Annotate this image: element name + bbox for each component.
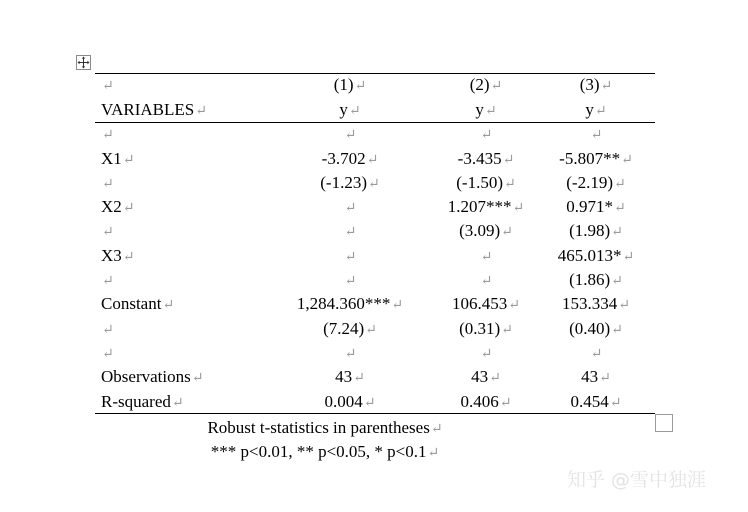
table-cell[interactable] — [425, 269, 547, 291]
paragraph-mark: ↵ — [195, 104, 207, 119]
paragraph-mark: ↵ — [102, 323, 114, 338]
paragraph-mark: ↵ — [102, 225, 114, 240]
table-cell[interactable] — [425, 293, 547, 315]
cell-text: 43 — [471, 367, 489, 386]
cell-text: (-1.50) — [456, 173, 503, 192]
cell-text: (1.86) — [569, 270, 611, 289]
table-cell[interactable] — [270, 123, 430, 145]
table-bottom-rule — [95, 413, 655, 414]
table-cell[interactable] — [270, 172, 430, 194]
table-cell[interactable] — [425, 172, 547, 194]
table-cell[interactable] — [535, 196, 657, 218]
table-cell[interactable] — [535, 148, 657, 170]
cell-text: -5.807** — [559, 149, 621, 168]
table-note — [95, 417, 555, 441]
paragraph-mark: ↵ — [391, 298, 404, 313]
table-cell[interactable] — [270, 74, 430, 96]
table-cell[interactable] — [535, 318, 657, 340]
cell-text: (1.98) — [569, 221, 611, 240]
table-cell[interactable] — [270, 99, 430, 121]
cell-text: y — [585, 100, 594, 119]
table-cell[interactable] — [101, 366, 203, 388]
table-cell[interactable] — [425, 99, 547, 121]
table-cell[interactable] — [270, 318, 430, 340]
table-cell[interactable] — [270, 196, 430, 218]
table-cell[interactable] — [425, 196, 547, 218]
table-cell[interactable] — [101, 342, 114, 364]
cell-text: -3.435 — [457, 149, 502, 168]
cell-text: X3 — [101, 246, 122, 265]
cell-text: X2 — [101, 197, 122, 216]
paragraph-mark: ↵ — [344, 250, 357, 265]
paragraph-mark: ↵ — [609, 396, 622, 411]
paragraph-mark: ↵ — [162, 298, 175, 313]
cell-text: Constant — [101, 294, 162, 313]
cell-text: (1) — [333, 75, 354, 94]
table-cell[interactable] — [535, 245, 657, 267]
paragraph-mark: ↵ — [354, 79, 367, 94]
table-cell[interactable] — [101, 123, 114, 145]
cell-text: 0.004 — [324, 392, 363, 411]
table-cell[interactable] — [270, 391, 430, 413]
cell-text: (7.24) — [323, 319, 365, 338]
table-cell[interactable] — [101, 391, 184, 413]
table-cell[interactable] — [425, 366, 547, 388]
paragraph-mark: ↵ — [480, 128, 493, 143]
paragraph-mark: ↵ — [368, 177, 380, 192]
table-move-handle[interactable] — [76, 55, 91, 70]
cell-text: -3.702 — [321, 149, 366, 168]
table-cell[interactable] — [270, 269, 430, 291]
cell-text: 0.971* — [566, 197, 613, 216]
table-cell[interactable] — [101, 148, 135, 170]
paragraph-mark: ↵ — [122, 201, 135, 216]
paragraph-mark: ↵ — [102, 128, 114, 143]
paragraph-mark: ↵ — [600, 79, 613, 94]
cell-text: 43 — [581, 367, 599, 386]
paragraph-mark: ↵ — [102, 347, 114, 362]
paragraph-mark: ↵ — [611, 225, 623, 240]
cell-text: y — [475, 100, 484, 119]
cell-text: (0.31) — [459, 319, 501, 338]
table-cell[interactable] — [425, 342, 547, 364]
paragraph-mark: ↵ — [590, 347, 603, 362]
paragraph-mark: ↵ — [102, 177, 114, 192]
table-cell[interactable] — [270, 293, 430, 315]
table-cell[interactable] — [535, 74, 657, 96]
paragraph-mark: ↵ — [366, 153, 379, 168]
paragraph-mark: ↵ — [353, 371, 365, 386]
table-cell[interactable] — [535, 342, 657, 364]
table-cell[interactable] — [101, 269, 114, 291]
cell-text: (3) — [579, 75, 600, 94]
paragraph-mark: ↵ — [611, 323, 623, 338]
paragraph-mark: ↵ — [618, 298, 630, 313]
paragraph-mark: ↵ — [348, 104, 361, 119]
table-cell[interactable] — [101, 99, 207, 121]
cell-text: 0.406 — [460, 392, 499, 411]
table-cell[interactable] — [270, 342, 430, 364]
table-cell[interactable] — [425, 391, 547, 413]
note-text: Robust t-statistics in parentheses — [207, 418, 430, 437]
paragraph-mark: ↵ — [508, 298, 520, 313]
paragraph-mark: ↵ — [614, 177, 626, 192]
paragraph-mark: ↵ — [344, 128, 357, 143]
paragraph-mark: ↵ — [484, 104, 497, 119]
table-cell[interactable] — [270, 366, 430, 388]
cell-text: R-squared — [101, 392, 171, 411]
paragraph-mark: ↵ — [504, 177, 516, 192]
paragraph-mark: ↵ — [480, 347, 493, 362]
paragraph-mark: ↵ — [191, 371, 204, 386]
cell-text: X1 — [101, 149, 122, 168]
paragraph-mark: ↵ — [599, 371, 611, 386]
paragraph-mark: ↵ — [614, 201, 626, 216]
table-cell[interactable] — [535, 172, 657, 194]
paragraph-mark: ↵ — [502, 153, 515, 168]
paragraph-mark: ↵ — [344, 347, 357, 362]
table-cell[interactable] — [535, 366, 657, 388]
cell-text: Observations — [101, 367, 191, 386]
table-cell[interactable] — [101, 318, 114, 340]
paragraph-mark: ↵ — [621, 153, 633, 168]
table-cell[interactable] — [270, 245, 430, 267]
cell-text: 0.454 — [570, 392, 609, 411]
table-cell[interactable] — [101, 172, 114, 194]
paragraph-mark: ↵ — [480, 274, 493, 289]
table-cell[interactable] — [270, 220, 430, 242]
table-cell[interactable] — [535, 269, 657, 291]
paragraph-mark: ↵ — [102, 274, 114, 289]
cell-text: VARIABLES — [101, 100, 195, 119]
table-cell[interactable] — [101, 74, 114, 96]
cell-text: (3.09) — [459, 221, 501, 240]
table-cell[interactable] — [425, 123, 547, 145]
paragraph-mark: ↵ — [594, 104, 607, 119]
cell-text: (-1.23) — [320, 173, 367, 192]
paragraph-mark: ↵ — [512, 201, 525, 216]
table-cell[interactable] — [101, 196, 135, 218]
paragraph-mark: ↵ — [122, 153, 135, 168]
cell-text: (0.40) — [569, 319, 611, 338]
move-arrows-icon — [77, 56, 90, 69]
paragraph-mark: ↵ — [430, 422, 443, 437]
paragraph-mark: ↵ — [122, 250, 135, 265]
table-cell[interactable] — [535, 220, 657, 242]
table-note — [95, 441, 555, 465]
cell-text: y — [339, 100, 348, 119]
table-cell[interactable] — [535, 293, 657, 315]
cell-text: 106.453 — [452, 294, 508, 313]
cell-text: 1,284.360*** — [296, 294, 391, 313]
table-cell[interactable] — [425, 220, 547, 242]
paragraph-mark: ↵ — [490, 79, 503, 94]
cell-text: 1.207*** — [447, 197, 512, 216]
table-cell[interactable] — [101, 245, 135, 267]
paragraph-mark: ↵ — [489, 371, 501, 386]
paragraph-mark: ↵ — [344, 201, 357, 216]
paragraph-mark: ↵ — [427, 446, 440, 461]
paragraph-mark: ↵ — [365, 323, 377, 338]
table-cell[interactable] — [535, 391, 657, 413]
paragraph-mark: ↵ — [590, 128, 603, 143]
note-text: *** p<0.01, ** p<0.05, * p<0.1 — [210, 442, 427, 461]
table-cell[interactable] — [535, 99, 657, 121]
table-cell[interactable] — [425, 245, 547, 267]
cell-text: 465.013* — [557, 246, 622, 265]
table-cell[interactable] — [425, 74, 547, 96]
table-cell[interactable] — [101, 293, 174, 315]
paragraph-mark: ↵ — [102, 79, 114, 94]
paragraph-mark: ↵ — [344, 225, 357, 240]
cell-text: 153.334 — [562, 294, 618, 313]
table-cell[interactable] — [535, 123, 657, 145]
table-cell[interactable] — [425, 148, 547, 170]
paragraph-mark: ↵ — [501, 323, 513, 338]
cell-text: 43 — [335, 367, 353, 386]
paragraph-mark: ↵ — [480, 250, 493, 265]
table-resize-handle[interactable] — [655, 414, 673, 432]
watermark: 知乎 @雪中独涯 — [567, 469, 707, 491]
paragraph-mark: ↵ — [611, 274, 623, 289]
table-cell[interactable] — [101, 220, 114, 242]
paragraph-mark: ↵ — [499, 396, 512, 411]
paragraph-mark: ↵ — [171, 396, 184, 411]
table-cell[interactable] — [270, 148, 430, 170]
paragraph-mark: ↵ — [622, 250, 635, 265]
paragraph-mark: ↵ — [363, 396, 376, 411]
cell-text: (2) — [469, 75, 490, 94]
table-cell[interactable] — [425, 318, 547, 340]
cell-text: (-2.19) — [566, 173, 613, 192]
paragraph-mark: ↵ — [501, 225, 513, 240]
paragraph-mark: ↵ — [344, 274, 357, 289]
